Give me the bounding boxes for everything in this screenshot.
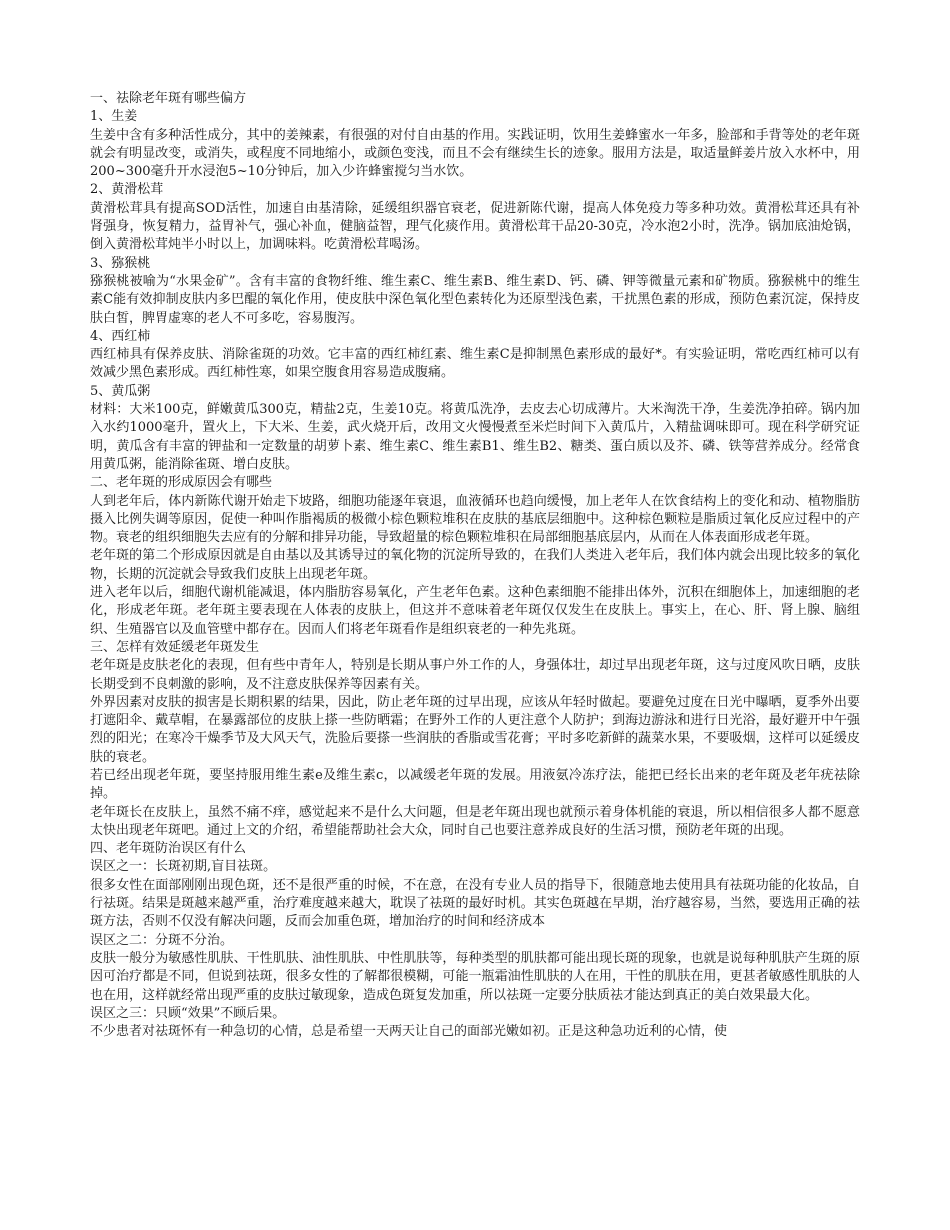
myth-1-paragraph: 很多女性在面部刚刚出现色斑，还不是很严重的时候，不在意，在没有专业人员的指导下，很随意地去使用具有祛斑功能的化妆品，自行祛斑。结果是斑越来越严重，治疗难度越来越大，耽误了祛斑的最好时机。其实色斑越在早期，治疗越容易，当然，要选用正确的祛斑方法，否则不仅没有解决问题，反而会加重色斑，增加治疗的时间和经济成本 (90, 877, 860, 930)
section-heading-3: 三、怎样有效延缓老年斑发生 (90, 639, 260, 655)
document-body (90, 90, 860, 1041)
paragraph-cause-2: 老年斑的第二个形成原因就是自由基以及其诱导过的氧化物的沉淀所导致的，在我们人类进入老年后，我们体内就会出现比较多的氧化物，长期的沉淀就会导致我们皮肤上出现老年斑。 (90, 548, 860, 582)
subheading-tomato: 4、西红柿 (90, 328, 151, 344)
paragraph-cause-1: 人到老年后，体内新陈代谢开始走下坡路，细胞功能逐年衰退，血液循环也趋向缓慢，加上老年人在饮食结构上的变化和动、植物脂肪摄入比例失调等原因，促使一种叫作脂褐质的极微小棕色颗粒堆积在皮肤的基底层细胞中。这种棕色颗粒是脂质过氧化反应过程中的产物。衰老的组织细胞失去应有的分解和排异功能，导致超量的棕色颗粒堆积在局部细胞基底层内，从而在人体表面形成老年斑。 (90, 493, 860, 546)
paragraph-cause-3: 进入老年以后，细胞代谢机能减退，体内脂肪容易氧化，产生老年色素。这种色素细胞不能排出体外，沉积在细胞体上，加速细胞的老化，形成老年斑。老年斑主要表现在人体表的皮肤上，但这并不意味着老年斑仅仅发生在皮肤上。事实上，在心、肝、肾上腺、脑组织、生殖器官以及血管壁中都存在。因而人们将老年斑看作是组织衰老的一种先兆斑。 (90, 585, 860, 637)
section-heading-1: 一、祛除老年斑有哪些偏方 (90, 91, 247, 106)
paragraph-matsutake: 黄滑松茸具有提高SOD活性，加速自由基清除，延缓组织器官衰老，促进新陈代谢，提高人体免疫力等多种功效。黄滑松茸还具有补肾强身，恢复精力，益胃补气，强心补血，健脑益智，理气化痰作用。黄滑松茸干品20-30克，冷水泡2小时，洗净。锅加底油炝锅，倒入黄滑松茸炖半小时以上，加调味料。吃黄滑松茸喝汤。 (90, 200, 860, 253)
subheading-cucumber-porridge: 5、黄瓜粥 (90, 383, 151, 399)
paragraph-tomato: 西红柿具有保养皮肤、消除雀斑的功效。它丰富的西红柿红素、维生素C是抑制黑色素形成的最好*。有实验证明，常吃西红柿可以有效减少黑色素形成。西红柿性寒，如果空腹食用容易造成腹痛。 (90, 347, 860, 381)
paragraph-delay-3: 若已经出现老年斑，要坚持服用维生素e及维生素c，以减缓老年斑的发展。用液氨冷冻疗法，能把已经长出来的老年斑及老年疣祛除掉。 (90, 767, 860, 802)
myth-2-paragraph: 皮肤一般分为敏感性肌肤、干性肌肤、油性肌肤、中性肌肤等，每种类型的肌肤都可能出现长斑的现象，也就是说每种肌肤产生斑的原因可治疗都是不同，但说到祛斑，很多女性的了解都很模糊，可能一瓶霜油性肌肤的人在用，干性的肌肤在用，更甚者敏感性肌肤的人也在用，这样就经常出现严重的皮肤过敏现象，造成色斑复发加重，所以祛斑一定要分肤质祛才能达到真正的美白效果最大化。 (90, 950, 860, 1003)
myth-1-title: 误区之一：长斑初期,盲目祛斑。 (90, 859, 277, 875)
paragraph-delay-1: 老年斑是皮肤老化的表现，但有些中青年人，特别是长期从事户外工作的人，身强体壮，却过早出现老年斑，这与过度风吹日晒，皮肤长期受到不良刺激的影响，及不注意皮肤保养等因素有关。 (90, 658, 860, 692)
section-heading-2: 二、老年斑的形成原因会有哪些 (90, 475, 273, 491)
myth-3-paragraph: 不少患者对祛斑怀有一种急切的心情，总是希望一天两天让自己的面部光嫩如初。正是这种急功近利的心情，使 (90, 1024, 728, 1040)
paragraph-ginger: 生姜中含有多种活性成分，其中的姜辣素，有很强的对付自由基的作用。实践证明，饮用生姜蜂蜜水一年多，脸部和手背等处的老年斑就会有明显改变，或消失，或程度不同地缩小，或颜色变浅，而且不会有继续生长的迹象。服用方法是，取适量鲜姜片放入水杯中，用200~300毫升开水浸泡5~10分钟后，加入少许蜂蜜搅匀当水饮。 (90, 127, 860, 180)
paragraph-cucumber-porridge: 材料：大米100克，鲜嫩黄瓜300克，精盐2克，生姜10克。将黄瓜洗净，去皮去心切成薄片。大米淘洗干净，生姜洗净拍碎。锅内加入水约1000毫升，置火上，下大米、生姜，武火烧开后，改用文火慢慢煮至米烂时间下入黄瓜片，入精盐调味即可。现在科学研究证明，黄瓜含有丰富的钾盐和一定数量的胡萝卜素、维生素C、维生素B1、维生B2、糖类、蛋白质以及芥、磷、铁等营养成分。经常食用黄瓜粥，能消除雀斑、增白皮肤。 (90, 402, 860, 472)
subheading-kiwi: 3、猕猴桃 (90, 255, 151, 271)
myth-2-title: 误区之二：分斑不分治。 (90, 932, 234, 948)
section-heading-4: 四、老年斑防治误区有什么 (90, 841, 247, 857)
subheading-matsutake: 2、黄滑松茸 (90, 182, 164, 198)
subheading-ginger: 1、生姜 (90, 109, 138, 125)
paragraph-delay-4: 老年斑长在皮肤上，虽然不痛不痒，感觉起来不是什么大问题，但是老年斑出现也就预示着身体机能的衰退，所以相信很多人都不愿意太快出现老年斑吧。通过上文的介绍，希望能帮助社会大众，同时自己也要注意养成良好的生活习惯，预防老年斑的出现。 (90, 804, 860, 838)
paragraph-delay-2: 外界因素对皮肤的损害是长期积累的结果，因此，防止老年斑的过早出现，应该从年轻时做起。要避免过度在日光中曝晒，夏季外出要打遮阳伞、戴草帽，在暴露部位的皮肤上搽一些防晒霜；在野外工作的人更注意个人防护；到海边游泳和进行日光浴，最好避开中午强烈的阳光；在寒冷干燥季节及大风天气，洗脸后要搽一些润肤的香脂或雪花膏；平时多吃新鲜的蔬菜水果，不要吸烟，这样可以延缓皮肤的衰老。 (90, 694, 860, 765)
paragraph-kiwi: 猕猴桃被喻为“水果金矿”。含有丰富的食物纤维、维生素C、维生素B、维生素D、钙、磷、钾等微量元素和矿物质。猕猴桃中的维生素C能有效抑制皮肤内多巴醌的氧化作用，使皮肤中深色氧化型色素转化为还原型浅色素，干扰黑色素的形成，预防色素沉淀，保持皮肤白皙，脾胃虚寒的老人不可多吃，容易腹泻。 (90, 273, 860, 326)
myth-3-title: 误区之三：只顾“效果”不顾后果。 (90, 1005, 286, 1021)
